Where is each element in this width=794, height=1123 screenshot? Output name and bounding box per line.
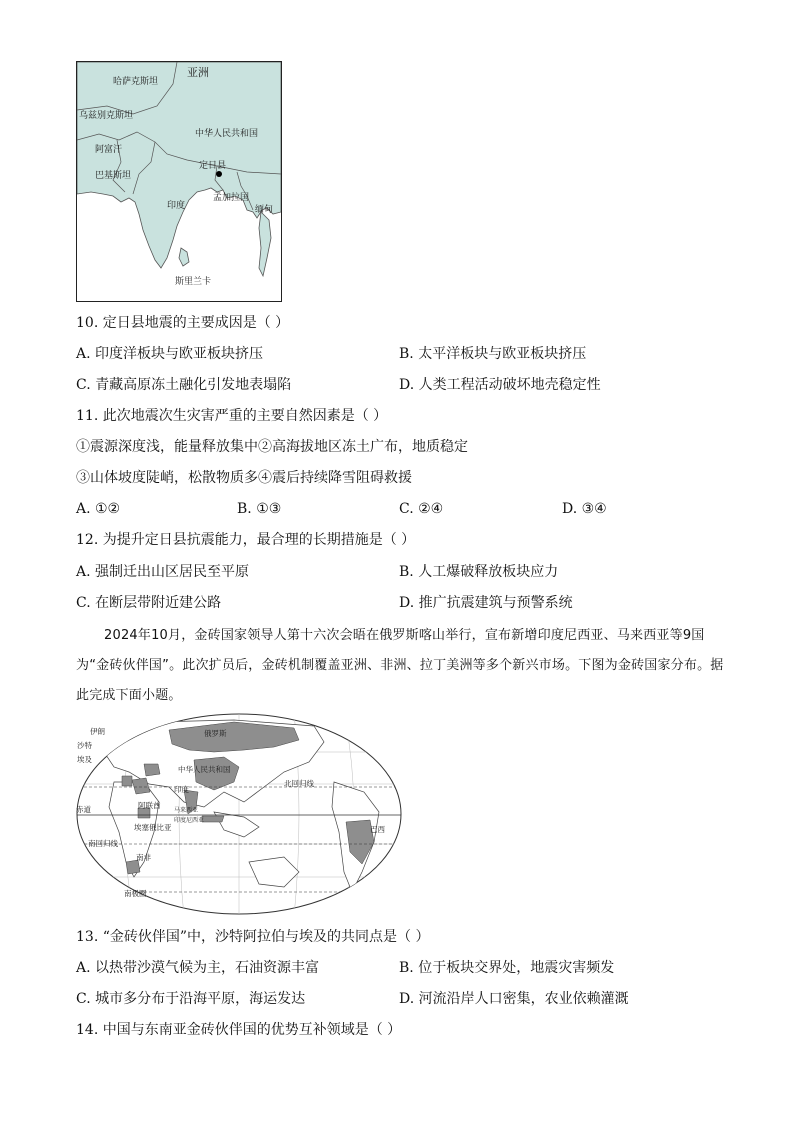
map2-label-malaysia: 马来西亚 — [174, 807, 199, 814]
map1-label-afghanistan: 阿富汗 — [95, 145, 123, 155]
map2-label-antarctic: 南极圈 — [124, 889, 147, 898]
q13-option-b[interactable]: B. 位于板块交界处，地震灾害频发 — [399, 960, 615, 976]
q11-option-a[interactable]: A. ①② — [76, 501, 121, 517]
q13-option-c[interactable]: C. 城市多分布于沿海平原，海运发达 — [76, 991, 306, 1007]
map2-label-indonesia: 印度尼西亚 — [174, 817, 205, 824]
egypt-shape — [122, 776, 132, 786]
q10-stem: 10. 定日县地震的主要成因是（ ） — [76, 315, 290, 331]
q10-option-b[interactable]: B. 太平洋板块与欧亚板块挤压 — [399, 346, 587, 362]
south-asia-map — [76, 61, 282, 302]
dingri-point — [216, 171, 222, 177]
map1-label-kazakhstan: 哈萨克斯坦 — [113, 77, 159, 87]
q11-statement-2: ③山体坡度陡峭，松散物质多④震后持续降雪阻碍救援 — [76, 470, 412, 486]
q12-option-b[interactable]: B. 人工爆破释放板块应力 — [399, 564, 559, 580]
map2-label-china: 中华人民共和国 — [178, 765, 231, 774]
q11-stem: 11. 此次地震次生灾害严重的主要自然因素是（ ） — [76, 408, 388, 424]
brics-passage: 2024年10月，金砖国家领导人第十六次会晤在俄罗斯喀山举行，宣布新增印度尼西亚、马来西亚等9国为“金砖伙伴国”。此次扩员后，金砖机制覆盖亚洲、非洲、拉丁美洲等多个新兴市场。下图为金砖国家分布。据此完成下面小题。 — [76, 628, 724, 703]
map1-label-pakistan: 巴基斯坦 — [95, 171, 132, 181]
map1-label-myanmar: 缅甸 — [255, 205, 274, 215]
q13-stem: 13. “金砖伙伴国”中，沙特阿拉伯与埃及的共同点是（ ） — [76, 929, 430, 945]
map2-label-egypt: 埃及 — [77, 755, 92, 764]
map1-label-srilanka: 斯里兰卡 — [175, 277, 212, 287]
brics-world-map-svg — [74, 712, 404, 917]
map2-label-equator: 赤道 — [76, 805, 91, 814]
q12-option-a[interactable]: A. 强制迁出山区居民至平原 — [76, 564, 250, 580]
map1-label-dingri: 定日县 — [199, 161, 227, 171]
map1-label-china: 中华人民共和国 — [195, 129, 259, 139]
map2-label-tropic-n: 北回归线 — [284, 779, 314, 788]
brics-world-map — [74, 712, 404, 917]
map2-label-tropic-s: 南回归线 — [88, 839, 118, 848]
map2-label-southafrica: 南非 — [136, 853, 151, 862]
q12-stem: 12. 为提升定日县抗震能力，最合理的长期措施是（ ） — [76, 532, 416, 548]
indonesia-shape — [202, 816, 224, 822]
q10-option-a[interactable]: A. 印度洋板块与欧亚板块挤压 — [76, 346, 264, 362]
q10-option-c[interactable]: C. 青藏高原冻土融化引发地表塌陷 — [76, 377, 292, 393]
map2-label-ethiopia: 埃塞俄比亚 — [134, 823, 172, 832]
map2-label-russia: 俄罗斯 — [204, 729, 227, 738]
map1-label-bangladesh: 孟加拉国 — [213, 193, 250, 203]
q13-option-a[interactable]: A. 以热带沙漠气候为主，石油资源丰富 — [76, 960, 320, 976]
q14-stem: 14. 中国与东南亚金砖伙伴国的优势互补领域是（ ） — [76, 1022, 402, 1038]
southafrica-shape — [126, 860, 140, 874]
map2-label-uae: 阿联酋 — [138, 801, 161, 810]
map2-label-saudi: 沙特 — [77, 741, 92, 750]
q11-statement-1: ①震源深度浅，能量释放集中②高海拔地区冻土广布，地质稳定 — [76, 439, 468, 455]
q13-option-d[interactable]: D. 河流沿岸人口密集，农业依赖灌溉 — [399, 991, 629, 1007]
q11-option-b[interactable]: B. ①③ — [237, 501, 282, 517]
q11-option-c[interactable]: C. ②④ — [399, 501, 444, 517]
map2-label-brazil: 巴西 — [370, 825, 385, 834]
south-asia-map-svg — [77, 62, 281, 301]
map1-label-uzbekistan: 乌兹别克斯坦 — [79, 111, 134, 121]
map2-label-iran: 伊朗 — [90, 727, 105, 736]
map1-label-asia: 亚洲 — [187, 66, 209, 79]
q12-option-c[interactable]: C. 在断层带附近建公路 — [76, 595, 222, 611]
q12-option-d[interactable]: D. 推广抗震建筑与预警系统 — [399, 595, 573, 611]
map1-label-india: 印度 — [167, 201, 186, 211]
q10-option-d[interactable]: D. 人类工程活动破坏地壳稳定性 — [399, 377, 601, 393]
q11-option-d[interactable]: D. ③④ — [562, 501, 607, 517]
iran-shape — [144, 764, 160, 776]
map2-label-india: 印度 — [174, 785, 189, 794]
